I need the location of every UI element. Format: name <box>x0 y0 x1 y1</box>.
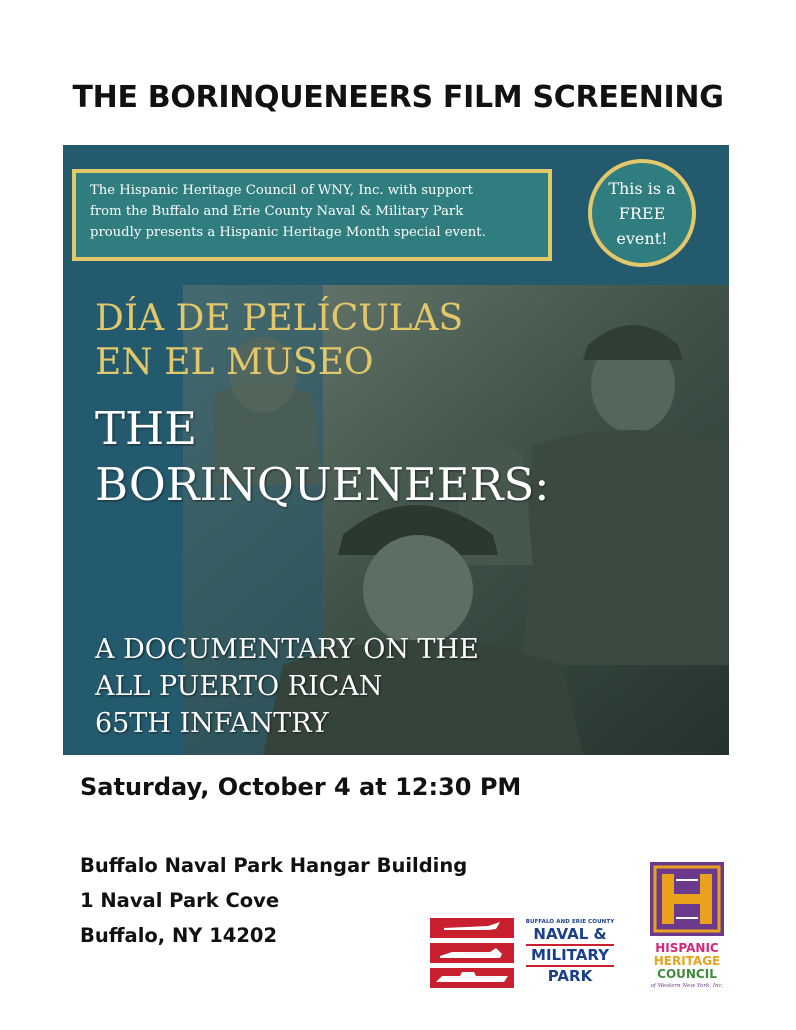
event-address <box>80 848 467 953</box>
address-line-city: Buffalo, NY 14202 <box>80 924 278 947</box>
hhc-line-1: HISPANIC <box>655 941 719 955</box>
event-poster <box>63 145 729 755</box>
intro-box <box>72 169 552 261</box>
free-event-badge <box>588 159 696 267</box>
intro-text: The Hispanic Heritage Council of WNY, Inc. with support from the Buffalo and Erie County Naval & Military Park proudly presents a Hispanic Heritage Month special event. <box>90 183 486 240</box>
naval-park-emblem-icon <box>430 918 514 988</box>
hhc-tagline: of Western New York, Inc. <box>650 983 724 989</box>
hispanic-heritage-council-logo <box>642 862 732 1000</box>
naval-park-logo <box>430 918 620 988</box>
dia-heading: DÍA DE PELÍCULAS EN EL MUSEO <box>95 298 464 383</box>
address-line-venue: Buffalo Naval Park Hangar Building <box>80 854 468 877</box>
event-date: Saturday, October 4 at 12:30 PM <box>80 773 522 801</box>
naval-park-wordmark: BUFFALO AND ERIE COUNTY NAVAL & MILITARY PARK <box>525 919 615 985</box>
film-title: THE BORINQUENEERS: <box>95 402 550 511</box>
page-title: THE BORINQUENEERS FILM SCREENING <box>72 80 724 115</box>
hhc-line-3: COUNCIL <box>657 967 717 981</box>
film-subtitle: A DOCUMENTARY ON THE ALL PUERTO RICAN 65TH INFANTRY <box>95 634 479 739</box>
hhc-line-2: HERITAGE <box>653 954 721 968</box>
address-line-street: 1 Naval Park Cove <box>80 889 280 912</box>
hhc-emblem-icon <box>650 862 724 936</box>
free-event-text: This is a FREE event! <box>608 178 676 248</box>
